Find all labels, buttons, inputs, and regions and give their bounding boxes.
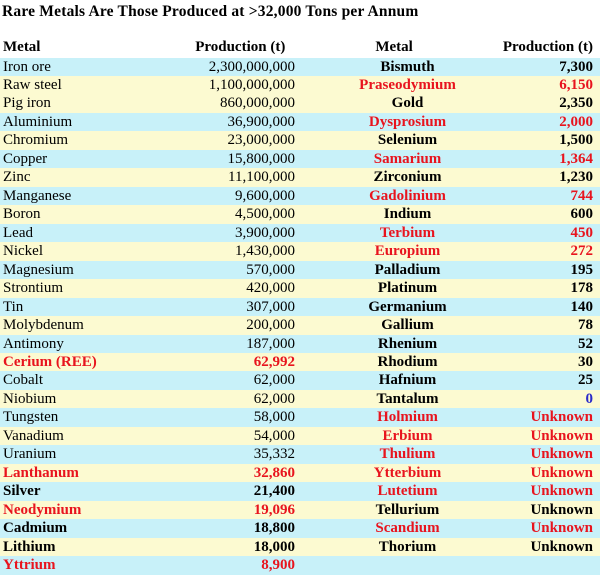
left-production-cell: 35,332 xyxy=(253,446,295,463)
table-row xyxy=(0,76,600,94)
right-metal-cell: Dysprosium xyxy=(368,113,447,130)
left-production-cell: 62,000 xyxy=(253,390,295,407)
table-row xyxy=(0,519,600,537)
right-production-cell: 1,230 xyxy=(559,169,593,186)
table-row xyxy=(0,298,600,316)
table-row xyxy=(0,113,600,131)
right-production-cell: 6,150 xyxy=(559,76,593,93)
table-row xyxy=(0,538,600,556)
left-metal-cell: Molybdenum xyxy=(3,317,84,334)
right-metal-cell: Indium xyxy=(383,206,432,223)
right-production-cell: 140 xyxy=(570,298,593,315)
right-metal-cell: Europium xyxy=(374,243,441,260)
left-metal-cell: Strontium xyxy=(3,280,64,297)
right-metal-cell: Tantalum xyxy=(376,390,439,407)
right-production-cell: 52 xyxy=(578,335,593,352)
left-production-cell: 32,860 xyxy=(253,464,295,481)
right-production-cell: 78 xyxy=(578,317,593,334)
right-metal-cell: Rhodium xyxy=(377,354,438,370)
right-metal-cell: Scandium xyxy=(375,520,440,537)
left-metal-cell: Chromium xyxy=(3,132,69,149)
left-production-cell: 21,400 xyxy=(253,483,295,500)
right-metal-cell: Praseodymium xyxy=(359,76,456,93)
right-production-cell: 195 xyxy=(570,261,593,278)
right-production-cell: Unknown xyxy=(530,427,593,444)
right-metal-cell: Thorium xyxy=(378,538,437,555)
header-production-right: Production (t) xyxy=(502,39,594,55)
right-metal-cell: Ytterbium xyxy=(373,464,442,481)
right-production-cell: 1,364 xyxy=(559,150,593,167)
right-metal-cell: Germanium xyxy=(368,298,447,315)
left-production-cell: 58,000 xyxy=(253,409,295,426)
left-metal-cell: Cerium (REE) xyxy=(3,354,97,370)
right-production-cell: Unknown xyxy=(530,446,593,463)
right-metal-cell: Erbium xyxy=(382,427,433,444)
left-metal-cell: Neodymium xyxy=(3,501,82,518)
right-production-cell: 2,350 xyxy=(559,95,593,112)
table-row xyxy=(0,482,600,500)
right-metal-cell: Gold xyxy=(391,95,424,112)
right-production-cell xyxy=(520,556,600,574)
right-metal-cell: Thulium xyxy=(379,446,436,463)
right-production-cell: 1,500 xyxy=(559,132,593,149)
left-production-cell: 9,600,000 xyxy=(235,187,295,204)
header-metal-left: Metal xyxy=(3,39,41,55)
left-production-cell: 8,900 xyxy=(261,557,295,574)
table-row xyxy=(0,168,600,186)
left-metal-cell: Raw steel xyxy=(3,76,62,93)
left-metal-cell: Antimony xyxy=(3,335,64,352)
left-metal-cell: Lithium xyxy=(3,538,56,555)
left-metal-cell: Cobalt xyxy=(3,372,43,389)
left-metal-cell: Copper xyxy=(3,150,48,167)
left-metal-cell: Uranium xyxy=(3,446,57,463)
table-row xyxy=(0,556,600,574)
table-row xyxy=(0,242,600,260)
left-production-cell: 62,992 xyxy=(253,354,295,370)
left-metal-cell: Lanthanum xyxy=(3,464,79,481)
table-row xyxy=(0,187,600,205)
left-production-cell: 860,000,000 xyxy=(220,95,295,112)
left-production-cell: 18,800 xyxy=(253,520,295,537)
left-metal-cell: Magnesium xyxy=(3,261,74,278)
right-production-cell: 0 xyxy=(585,390,593,407)
right-production-cell: 2,000 xyxy=(559,113,593,130)
left-metal-cell: Vanadium xyxy=(3,427,64,444)
right-production-cell: Unknown xyxy=(530,464,593,481)
left-metal-cell: Boron xyxy=(3,206,41,223)
left-metal-cell: Yttrium xyxy=(3,557,56,574)
right-production-cell: 744 xyxy=(570,187,593,204)
table-row xyxy=(0,501,600,519)
table-row xyxy=(0,131,600,149)
table-row xyxy=(0,58,600,76)
left-metal-cell: Nickel xyxy=(3,243,43,260)
right-metal-cell: Bismuth xyxy=(380,58,435,75)
left-production-cell: 3,900,000 xyxy=(235,224,295,241)
left-production-cell: 15,800,000 xyxy=(227,150,295,167)
left-metal-cell: Tin xyxy=(3,298,24,315)
table-row xyxy=(0,335,600,353)
right-metal-cell: Hafnium xyxy=(378,372,437,389)
right-metal-cell: Terbium xyxy=(379,224,436,241)
right-production-cell: Unknown xyxy=(530,501,593,518)
table-row xyxy=(0,224,600,242)
left-production-cell: 570,000 xyxy=(246,261,295,278)
table-row xyxy=(0,445,600,463)
right-production-cell: 178 xyxy=(570,280,593,297)
right-production-cell: 25 xyxy=(578,372,593,389)
left-production-cell: 23,000,000 xyxy=(227,132,295,149)
left-metal-cell: Niobium xyxy=(3,390,57,407)
left-production-cell: 187,000 xyxy=(246,335,295,352)
table-row xyxy=(0,464,600,482)
table-row xyxy=(0,353,600,371)
right-metal-cell: Lutetium xyxy=(377,483,438,500)
left-metal-cell: Zinc xyxy=(3,169,31,186)
right-metal-cell: Gadolinium xyxy=(369,187,446,204)
table-row xyxy=(0,94,600,112)
table-header-row xyxy=(0,38,600,57)
left-metal-cell: Tungsten xyxy=(3,409,59,426)
header-metal-right: Metal xyxy=(375,39,413,55)
right-production-cell: Unknown xyxy=(530,538,593,555)
right-production-cell: 600 xyxy=(570,206,593,223)
right-metal-cell: Holmium xyxy=(377,409,438,426)
right-production-cell: 7,300 xyxy=(559,58,593,75)
table-row xyxy=(0,408,600,426)
left-metal-cell: Pig iron xyxy=(3,95,51,112)
right-production-cell: 450 xyxy=(570,224,593,241)
table-row xyxy=(0,279,600,297)
right-metal-cell xyxy=(295,556,520,574)
table-row xyxy=(0,205,600,223)
left-production-cell: 1,100,000,000 xyxy=(208,76,295,93)
left-production-cell: 54,000 xyxy=(253,427,295,444)
right-metal-cell: Gallium xyxy=(381,317,434,334)
left-metal-cell: Silver xyxy=(3,483,41,500)
left-production-cell: 36,900,000 xyxy=(227,113,295,130)
left-production-cell: 200,000 xyxy=(246,317,295,334)
table-body xyxy=(0,58,600,575)
left-production-cell: 1,430,000 xyxy=(235,243,295,260)
table-row xyxy=(0,371,600,389)
left-production-cell: 307,000 xyxy=(246,298,295,315)
right-metal-cell: Rhenium xyxy=(377,335,438,352)
left-metal-cell: Iron ore xyxy=(3,58,51,75)
right-metal-cell: Zirconium xyxy=(373,169,442,186)
left-metal-cell: Manganese xyxy=(3,187,72,204)
left-metal-cell: Lead xyxy=(3,224,33,241)
left-metal-cell: Aluminium xyxy=(3,113,73,130)
left-production-cell: 2,300,000,000 xyxy=(208,58,295,75)
table-row xyxy=(0,150,600,168)
left-production-cell: 62,000 xyxy=(253,372,295,389)
page-title: Rare Metals Are Those Produced at >32,000 Tons per Annum xyxy=(2,3,419,20)
right-metal-cell: Samarium xyxy=(373,150,442,167)
left-production-cell: 18,000 xyxy=(253,538,295,555)
right-metal-cell: Platinum xyxy=(377,280,438,297)
right-metal-cell: Tellurium xyxy=(375,501,440,518)
left-production-cell: 19,096 xyxy=(253,501,295,518)
table-row xyxy=(0,316,600,334)
left-metal-cell: Cadmium xyxy=(3,520,68,537)
left-production-cell: 11,100,000 xyxy=(228,169,295,186)
header-production-left: Production (t) xyxy=(195,39,286,55)
left-production-cell: 420,000 xyxy=(246,280,295,297)
table-row xyxy=(0,261,600,279)
right-production-cell: 272 xyxy=(570,243,593,260)
right-metal-cell: Palladium xyxy=(374,261,441,278)
right-production-cell: Unknown xyxy=(530,409,593,426)
right-production-cell: 30 xyxy=(578,354,593,370)
right-production-cell: Unknown xyxy=(530,520,593,537)
right-metal-cell: Selenium xyxy=(377,132,438,149)
right-production-cell: Unknown xyxy=(530,483,593,500)
table-row xyxy=(0,427,600,445)
left-production-cell: 4,500,000 xyxy=(235,206,295,223)
table-row xyxy=(0,390,600,408)
